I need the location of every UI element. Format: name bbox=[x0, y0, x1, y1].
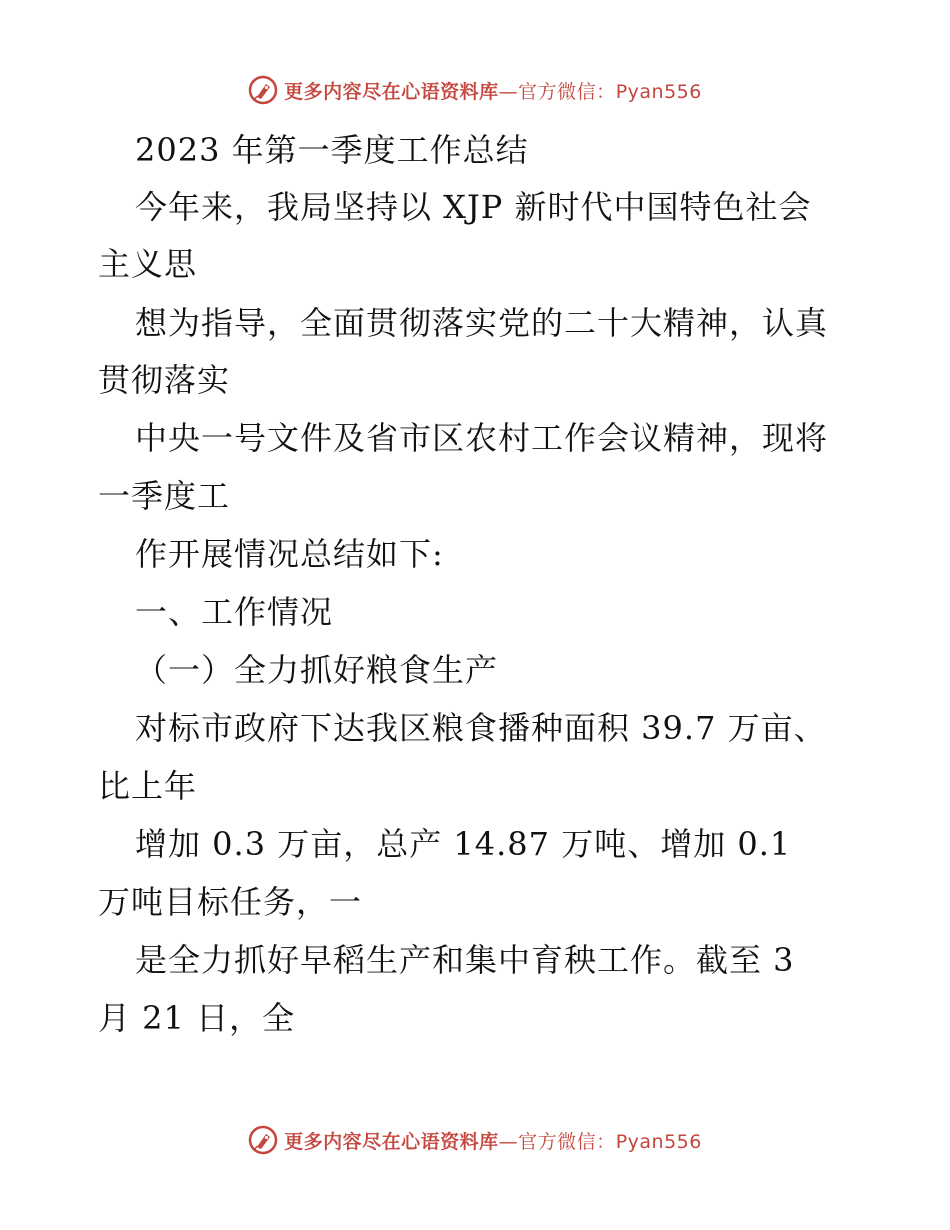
banner-main-text: 更多内容尽在心语资料库 bbox=[284, 1130, 499, 1153]
pen-nib-logo-icon bbox=[248, 1125, 278, 1155]
paragraph-line: 比上年 bbox=[98, 767, 198, 805]
paragraph-line: 贯彻落实 bbox=[98, 361, 231, 399]
paragraph-line: 今年来，我局坚持以 XJP 新时代中国特色社会 bbox=[135, 188, 812, 226]
footer-watermark-banner bbox=[0, 1120, 950, 1160]
banner-dash: — bbox=[498, 1130, 519, 1153]
subsection-heading: （一）全力抓好粮食生产 bbox=[135, 651, 499, 689]
paragraph-line: 对标市政府下达我区粮食播种面积 39.7 万亩、 bbox=[135, 709, 827, 747]
paragraph-line: 月 21 日，全 bbox=[98, 999, 296, 1037]
banner-dash: — bbox=[498, 80, 519, 103]
banner-wechat-label: 官方微信： bbox=[518, 1130, 616, 1153]
banner-text bbox=[284, 1127, 702, 1154]
paragraph-line: 是全力抓好早稻生产和集中育秧工作。截至 3 bbox=[135, 941, 795, 979]
section-heading: 一、工作情况 bbox=[135, 593, 334, 631]
banner-main-text: 更多内容尽在心语资料库 bbox=[284, 80, 499, 103]
paragraph-line: 想为指导，全面贯彻落实党的二十大精神，认真 bbox=[135, 304, 829, 342]
banner-wechat-id: Pyan556 bbox=[615, 80, 702, 103]
document-title: 2023 年第一季度工作总结 bbox=[135, 131, 529, 169]
banner-wechat-label: 官方微信： bbox=[518, 80, 616, 103]
paragraph-line: 增加 0.3 万亩，总产 14.87 万吨、增加 0.1 bbox=[135, 825, 792, 863]
paragraph-line: 主义思 bbox=[98, 245, 198, 283]
banner-text bbox=[284, 77, 702, 104]
paragraph-line: 作开展情况总结如下: bbox=[135, 535, 444, 573]
banner-wechat-id: Pyan556 bbox=[615, 1130, 702, 1153]
paragraph-line: 一季度工 bbox=[98, 477, 231, 515]
paragraph-line: 中央一号文件及省市区农村工作会议精神，现将 bbox=[135, 419, 829, 457]
pen-nib-logo-icon bbox=[248, 75, 278, 105]
paragraph-line: 万吨目标任务，一 bbox=[98, 883, 363, 921]
header-watermark-banner bbox=[0, 70, 950, 110]
